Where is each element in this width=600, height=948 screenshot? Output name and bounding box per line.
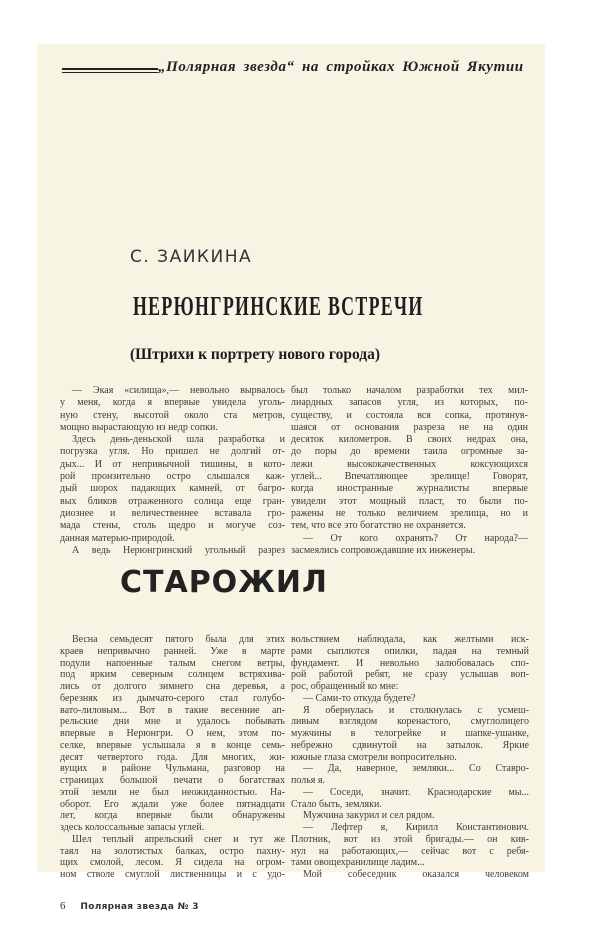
text-line: до поры до времени таила огромные за- (291, 446, 528, 458)
page-footer (60, 900, 199, 912)
text-line: краев непривычно ранней. Уже в марте (60, 645, 285, 657)
text-line: небрежно сдвинутой на затылок. Яркие (291, 739, 529, 751)
intro-column-left (60, 385, 285, 557)
page-number: 6 (60, 900, 66, 912)
text-line: — От кого охранять? От народа?— (303, 532, 528, 544)
section-title: СТАРОЖИЛ (120, 565, 328, 600)
text-line: нул на работающих,— сейчас вот с ребя- (291, 845, 529, 857)
text-line: лет, когда впервые были обнаружены (60, 810, 285, 822)
article-author: С. ЗАИКИНА (130, 247, 253, 267)
section-column-right (291, 634, 529, 881)
text-line: был только началом разработки тех мил- (291, 385, 528, 396)
article-title: НЕРЮНГРИНСКИЕ ВСТРЕЧИ (133, 291, 424, 321)
text-line: Плотник, вот из этой бригады.— он кив- (291, 833, 529, 845)
text-line: этой земли не был неожиданностью. На- (60, 786, 285, 798)
text-line: шаяся от основания разреза не на один (291, 421, 528, 433)
section-column-left (60, 634, 285, 881)
text-line: южные глаза смотрели вопросительно. (291, 751, 457, 763)
text-line: лежи высококачественных коксующихся (291, 458, 528, 470)
text-line: ную стену, высотой около ста метров, (60, 409, 285, 421)
text-line: Весна семьдесят пятого была для этих (72, 634, 285, 645)
text-line: рос, обращенный ко мне: (291, 681, 399, 692)
header-rule (62, 72, 158, 73)
text-line: тем, что все это богатство не охраняется. (291, 520, 466, 532)
text-line: дый шорох падающих камней, от багро- (60, 483, 285, 495)
text-line: здесь колоссальные запасы углей. (60, 822, 205, 833)
text-line: дых... И от непривычной тишины, в кото- (60, 458, 285, 470)
text-line: вущих в районе Чульмана, разговор на (60, 763, 285, 775)
text-line: березняк из дымчато-серого стал голубо- (60, 692, 285, 704)
text-line: впервые в Нерюнгри. О нем, этом по- (60, 728, 285, 739)
text-line: когда иностранные журналисты впервые (291, 483, 528, 495)
text-line: таял на золотистых балках, остро пахну- (60, 845, 285, 857)
text-line: — Сами-то откуда будете? (303, 692, 416, 704)
text-line: ливым взглядом коренастого, смуглолицего (291, 716, 529, 728)
text-line: Я обернулась и столкнулась с усмеш- (303, 704, 529, 716)
text-line: рой работой ребят, не сразу услышав воп- (291, 669, 529, 681)
text-line: данная матерью-природой. (60, 532, 175, 544)
header-rule (62, 68, 158, 70)
text-line: мада стены, столь щедро и могуче соз- (60, 520, 285, 532)
text-line: вато-лиловым... Вот в такие весенние ап- (60, 704, 285, 716)
text-line: лись от долгого зимнего сна деревья, а (60, 681, 285, 692)
text-line: десят четвертого года. Для многих, жи- (60, 751, 285, 763)
text-line: — Да, наверное, земляки... Со Ставро- (303, 763, 529, 775)
text-line: лиардных запасов угля, из которых, по- (291, 397, 528, 409)
text-line: — Лефтер я, Кирилл Константинович. (303, 822, 529, 833)
text-line: засмеялись сопровождавшие их инженеры. (291, 544, 476, 556)
article-subtitle: (Штрихи к портрету нового города) (130, 346, 380, 363)
running-title: „Полярная звезда“ на стройках Южной Якутии (158, 59, 524, 75)
text-line: углей... Впечатляющее зрелище! Говорят, (291, 471, 528, 483)
text-line: Мужчина закурил и сел рядом. (303, 810, 435, 822)
text-line: Шел теплый апрельский снег и тут же (72, 833, 285, 845)
text-line: ном стволе смуглой лиственницы и с удо- (60, 869, 285, 880)
text-line: у меня, когда я впервые увидела уголь- (60, 397, 285, 409)
text-line: А ведь Нерюнгринский угольный разрез (72, 544, 285, 556)
text-line: рой пронзительно остро слышался каж- (60, 471, 285, 483)
text-line: погрузка угля. Но пришел не долгий от- (60, 446, 285, 458)
text-line: Мой собеседник оказался человеком (303, 869, 529, 880)
text-line: мощно вырастающую из недр сопки. (60, 421, 218, 433)
text-line: рельские дни мне и удалось побывать (60, 716, 285, 728)
text-line: оборот. Его ждали уже более пятнадцати (60, 798, 285, 810)
text-line: страницах большой печати о богатствах (60, 775, 285, 786)
text-line: щих смолой, лесом. Я сидела на огром- (60, 857, 285, 869)
text-line: ражены не только величием зрелища, но и (291, 507, 528, 519)
intro-column-right (291, 385, 528, 557)
text-line: существу, и состояла вся сопка, протянув- (291, 409, 528, 421)
text-line: Здесь день-деньской шла разработка и (72, 434, 285, 446)
text-line: полья я. (291, 775, 325, 786)
text-line: под ярким северным солнцем встряхива- (60, 669, 285, 681)
text-line: вых бликов отраженного солнца еще гран- (60, 495, 285, 507)
text-line: десяток километров. В своих недрах она, (291, 434, 528, 446)
text-line: подули напоенные талым снегом ветры, (60, 657, 285, 669)
text-line: селке, впервые услышала я в конце семь- (60, 739, 285, 751)
text-line: фундамент. И невольно залюбовалась спо- (291, 657, 529, 669)
text-line: увидели этот мощный пласт, то были по- (291, 495, 528, 507)
text-line: — Экая «силища»,— невольно вырвалось (72, 385, 285, 396)
text-line: тами овощехранилище ладим... (291, 857, 425, 869)
text-line: — Соседи, значит. Краснодарские мы... (303, 786, 529, 798)
text-line: Стало быть, земляки. (291, 798, 382, 810)
text-line: мужчины в телогрейке и шапке-ушанке, (291, 728, 529, 739)
text-line: вольствием наблюдала, как желтыми иск- (291, 634, 529, 645)
magazine-issue: Полярная звезда № 3 (80, 902, 199, 912)
text-line: рами сыплются опилки, падая на темный (291, 645, 529, 657)
text-line: диознее и величественнее вставала гро- (60, 507, 285, 519)
